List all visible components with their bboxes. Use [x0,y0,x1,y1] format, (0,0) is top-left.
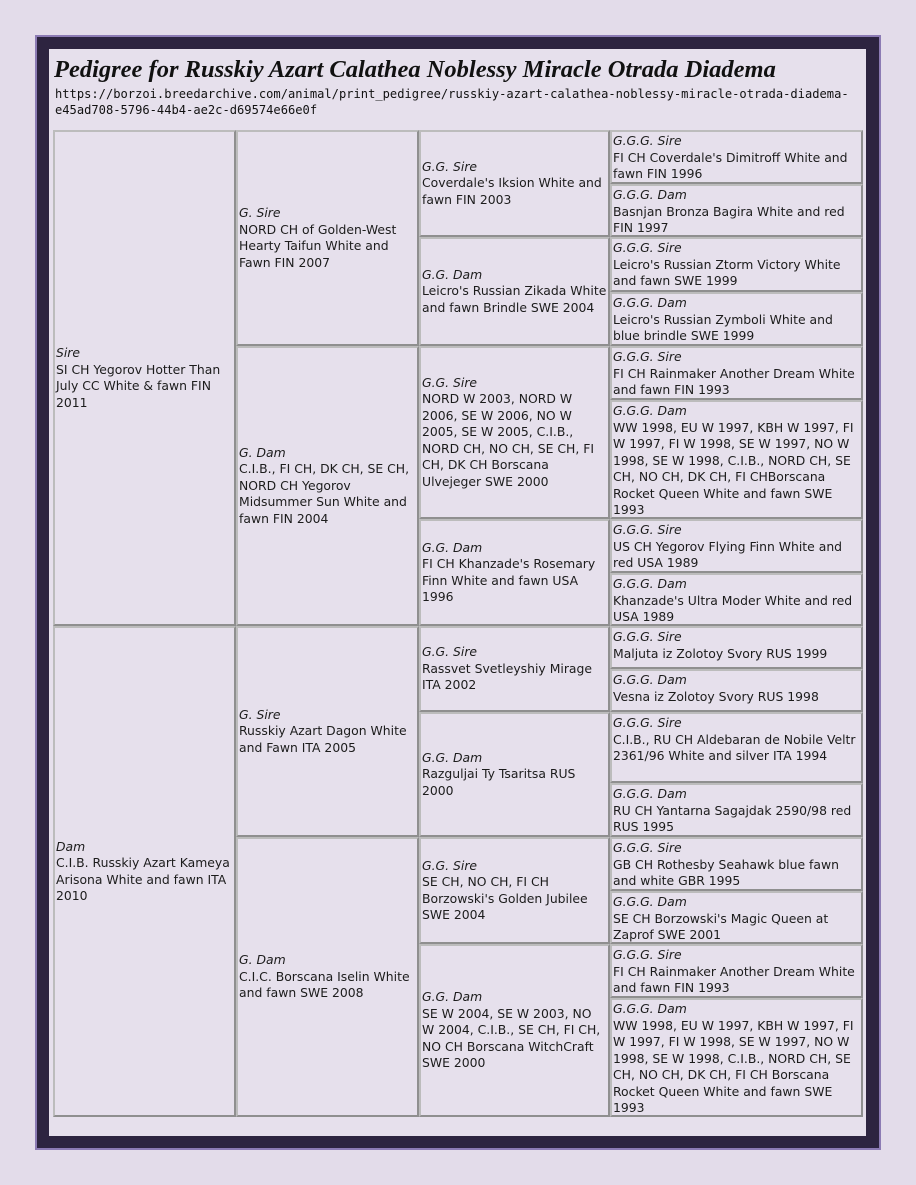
gen3-cell-4 [419,519,610,626]
gen2-cell-3 [236,626,419,837]
gen3-name: Rassvet Svetleyshiy Mirage ITA 2002 [422,660,593,693]
gen4-cell-14 [610,891,863,944]
gen3-name: Leicro's Russian Zikada White and fawn Brindle SWE 2004 [422,283,607,315]
gen4-role: G.G.G. Sire [613,349,682,364]
pedigree-url: https://borzoi.breedarchive.com/animal/print_pedigree/russkiy-azart-calathea-noblessy-miracle-otrada-diadema-e45ad708-5796-44b4-ae2c-d69574e66e0f [55,87,849,117]
gen2-cell-1 [236,130,419,346]
gen3-name: FI CH Khanzade's Rosemary Finn White and fawn USA 1996 [422,556,596,604]
dam-role: Dam [56,838,86,854]
gen3-role: G.G. Dam [422,266,483,282]
gen4-role: G.G.G. Dam [613,1001,687,1016]
gen4-name: FI CH Coverdale's Dimitroff White and fawn FIN 1996 [613,149,848,181]
gen4-role: G.G.G. Sire [613,629,682,644]
gen3-name: Razguljai Ty Tsaritsa RUS 2000 [422,766,576,798]
sire-cell [53,130,236,626]
gen3-name: NORD W 2003, NORD W 2006, SE W 2006, NO W 2005, SE W 2005, C.I.B., NORD CH, NO CH, SE CH, FI CH, DK CH Borscana Ulvejeger SWE 2000 [422,391,595,489]
gen4-cell-15 [610,944,863,998]
gen2-role: G. Sire [239,706,281,722]
pedigree-page [49,49,866,1136]
gen4-cell-7 [610,519,863,573]
gen4-cell-6 [610,400,863,519]
gen4-role: G.G.G. Sire [613,840,682,855]
gen3-role: G.G. Dam [422,539,483,555]
gen4-cell-1 [610,130,863,184]
gen4-role: G.G.G. Sire [613,715,682,730]
gen3-name: Coverdale's Iksion White and fawn FIN 2003 [422,175,602,207]
gen4-name: US CH Yegorov Flying Finn White and red USA 1989 [613,538,843,570]
gen3-role: G.G. Sire [422,158,478,174]
gen4-cell-8 [610,573,863,626]
gen4-cell-2 [610,184,863,237]
gen3-cell-6 [419,712,610,837]
gen2-name: Russkiy Azart Dagon White and Fawn ITA 2005 [239,723,407,755]
gen3-cell-7 [419,837,610,944]
gen3-cell-3 [419,346,610,519]
gen4-cell-4 [610,292,863,346]
gen2-cell-4 [236,837,419,1117]
gen2-role: G. Sire [239,205,281,220]
gen4-role: G.G.G. Sire [613,133,682,148]
gen4-cell-9 [610,626,863,669]
gen3-cell-5 [419,626,610,712]
gen4-name: FI CH Rainmaker Another Dream White and fawn FIN 1993 [613,963,855,995]
gen3-name: SE CH, NO CH, FI CH Borzowski's Golden Jubilee SWE 2004 [422,874,588,922]
gen4-role: G.G.G. Dam [613,894,687,909]
gen3-cell-1 [419,130,610,237]
gen3-role: G.G. Sire [422,374,478,390]
gen4-cell-13 [610,837,863,891]
dam-cell [53,626,236,1117]
gen2-name: NORD CH of Golden-West Hearty Taifun White and Fawn FIN 2007 [239,221,397,270]
sire-role: Sire [56,345,81,360]
gen4-name: FI CH Rainmaker Another Dream White and fawn FIN 1993 [613,365,855,397]
gen4-role: G.G.G. Dam [613,187,687,202]
gen3-role: G.G. Dam [422,749,483,765]
gen3-cell-8 [419,944,610,1117]
gen2-role: G. Dam [239,444,286,460]
gen2-role: G. Dam [239,952,286,968]
gen4-role: G.G.G. Sire [613,947,682,962]
gen3-role: G.G. Sire [422,644,478,660]
gen4-role: G.G.G. Dam [613,672,687,687]
gen4-cell-10 [610,669,863,712]
gen3-role: G.G. Sire [422,857,478,873]
gen3-cell-2 [419,237,610,346]
gen2-name: C.I.C. Borscana Iselin White and fawn SWE 2008 [239,968,410,1001]
gen4-name: WW 1998, EU W 1997, KBH W 1997, FI W 1997, FI W 1998, SE W 1997, NO W 1998, SE W 1998, C.I.B., NORD CH, SE CH, NO CH, DK CH, FI CHBorscana Rocket Queen White and fawn SWE 1993 [613,419,854,517]
gen4-name: Leicro's Russian Ztorm Victory White and fawn SWE 1999 [613,256,841,288]
gen4-name: Vesna iz Zolotoy Svory RUS 1998 [613,688,819,704]
gen4-cell-5 [610,346,863,400]
gen3-name: SE W 2004, SE W 2003, NO W 2004, C.I.B., SE CH, FI CH, NO CH Borscana WitchCraft SWE 2000 [422,1005,601,1071]
gen2-name: C.I.B., FI CH, DK CH, SE CH, NORD CH Yegorov Midsummer Sun White and fawn FIN 2004 [239,461,410,526]
gen4-role: G.G.G. Sire [613,240,682,255]
gen4-role: G.G.G. Dam [613,295,687,310]
gen4-role: G.G.G. Sire [613,522,682,537]
gen4-name: GB CH Rothesby Seahawk blue fawn and white GBR 1995 [613,856,839,888]
gen4-name: WW 1998, EU W 1997, KBH W 1997, FI W 1997, FI W 1998, SE W 1997, NO W 1998, SE W 1998, C.I.B., NORD CH, SE CH, NO CH, DK CH, FI CH Borscana Rocket Queen White and fawn SWE 1993 [613,1017,854,1115]
gen4-role: G.G.G. Dam [613,576,687,591]
gen4-role: G.G.G. Dam [613,786,687,801]
gen4-cell-11 [610,712,863,783]
gen3-role: G.G. Dam [422,989,483,1005]
gen4-cell-3 [610,237,863,292]
pedigree-table [53,130,863,1130]
gen4-name: Khanzade's Ultra Moder White and red USA 1989 [613,592,853,624]
gen4-name: SE CH Borzowski's Magic Queen at Zaprof SWE 2001 [613,910,829,942]
gen4-name: C.I.B., RU CH Aldebaran de Nobile Veltr 2361/96 White and silver ITA 1994 [613,731,856,763]
dam-name: C.I.B. Russkiy Azart Kameya Arisona White and fawn ITA 2010 [56,855,230,903]
gen4-name: Basnjan Bronza Bagira White and red FIN 1997 [613,203,845,235]
gen4-name: Maljuta iz Zolotoy Svory RUS 1999 [613,645,828,661]
gen4-cell-16 [610,998,863,1117]
gen2-cell-2 [236,346,419,626]
sire-name: SI CH Yegorov Hotter Than July CC White & fawn FIN 2011 [56,361,221,410]
page-title: Pedigree for Russkiy Azart Calathea Noblessy Miracle Otrada Diadema [54,56,776,83]
gen4-name: RU CH Yantarna Sagajdak 2590/98 red RUS 1995 [613,802,852,834]
gen4-role: G.G.G. Dam [613,403,687,418]
gen4-cell-12 [610,783,863,837]
gen4-name: Leicro's Russian Zymboli White and blue brindle SWE 1999 [613,311,833,343]
